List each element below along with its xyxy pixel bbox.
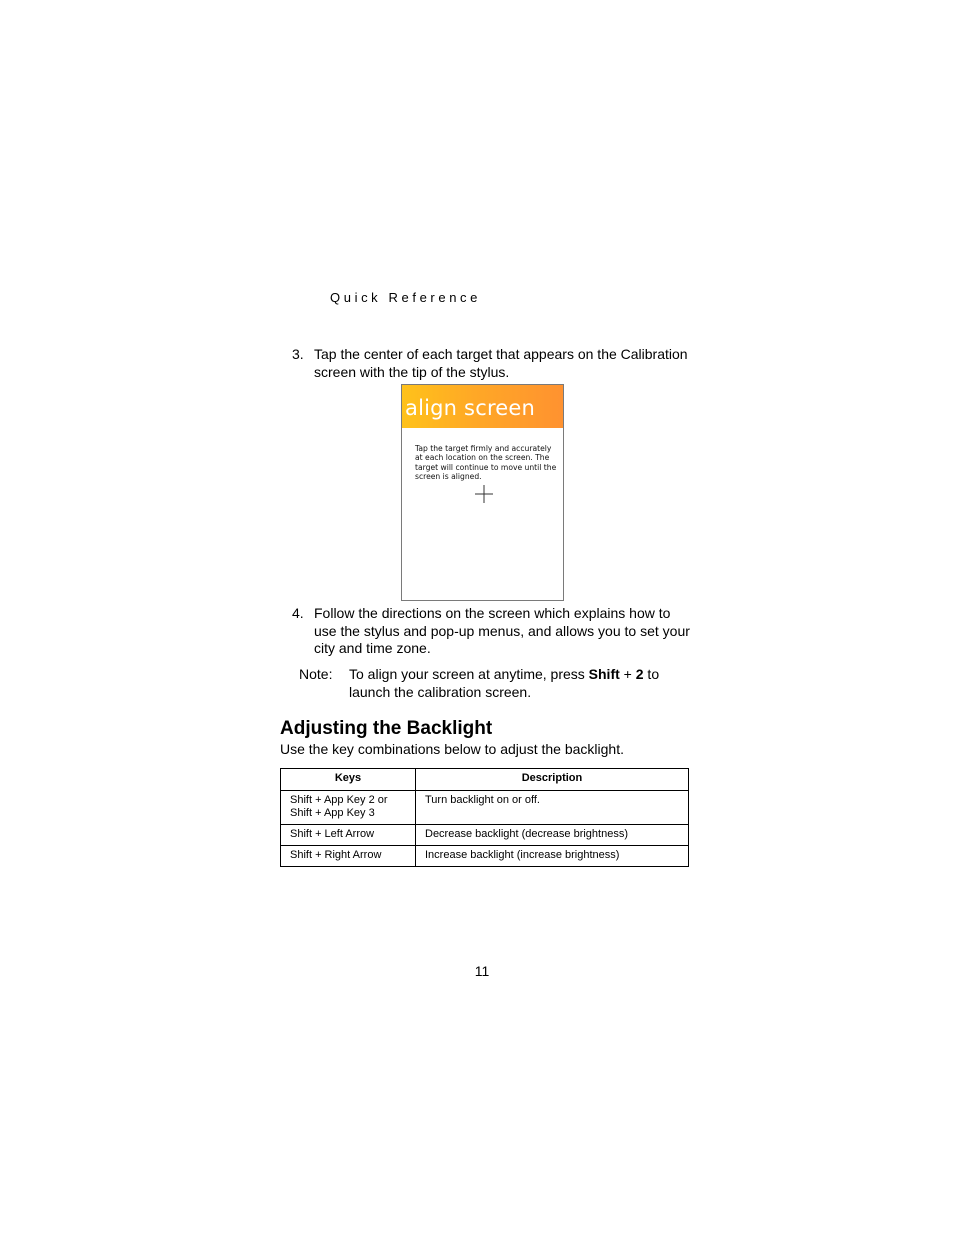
note-plus: +: [619, 666, 636, 682]
table-row: [281, 825, 689, 846]
step-text: Tap the center of each target that appears on the Calibration screen with the tip of the stylus.: [314, 346, 688, 380]
column-header-description: Description: [416, 769, 689, 791]
column-header-keys: Keys: [281, 769, 416, 791]
step-text: Follow the directions on the screen which explains how to use the stylus and pop-up menus, and allows you to set your city and time zone.: [314, 605, 690, 656]
table-row: [281, 791, 689, 825]
section-intro: Use the key combinations below to adjust the backlight.: [280, 741, 624, 757]
keys-line: Shift + App Key 3: [290, 807, 375, 819]
screenshot-title: align screen: [405, 396, 536, 420]
keys-cell: Shift + Right Arrow: [281, 846, 416, 867]
keys-cell: [281, 791, 416, 825]
keys-cell: Shift + Left Arrow: [281, 825, 416, 846]
description-cell: Turn backlight on or off.: [416, 791, 689, 825]
screenshot-instructions: Tap the target firmly and accurately at each location on the screen. The target will continue to move until the screen is aligned.: [415, 444, 557, 482]
note-key-2: 2: [635, 666, 644, 682]
step-number: 3.: [292, 346, 304, 362]
note-text: [349, 666, 679, 701]
table-header-row: [281, 769, 689, 791]
backlight-table: [280, 768, 689, 867]
keys-line: Shift + App Key 2 or: [290, 794, 388, 806]
description-cell: Increase backlight (increase brightness): [416, 846, 689, 867]
step-4: [292, 605, 694, 659]
step-number: 4.: [292, 605, 304, 621]
page-number: 11: [474, 963, 490, 979]
note-text-before: To align your screen at anytime, press: [349, 666, 589, 682]
note-label: Note:: [299, 666, 333, 682]
crosshair-icon: [475, 485, 493, 503]
note-key-shift: Shift: [588, 666, 620, 682]
note-text-after: to launch the calibration screen.: [349, 666, 660, 700]
calibration-screenshot: [401, 384, 564, 601]
table-row: [281, 846, 689, 867]
section-title: Adjusting the Backlight: [280, 718, 493, 739]
step-3: [292, 346, 694, 382]
running-header: Q u i c k R e f e r e n c e: [330, 290, 478, 305]
description-cell: Decrease backlight (decrease brightness): [416, 825, 689, 846]
